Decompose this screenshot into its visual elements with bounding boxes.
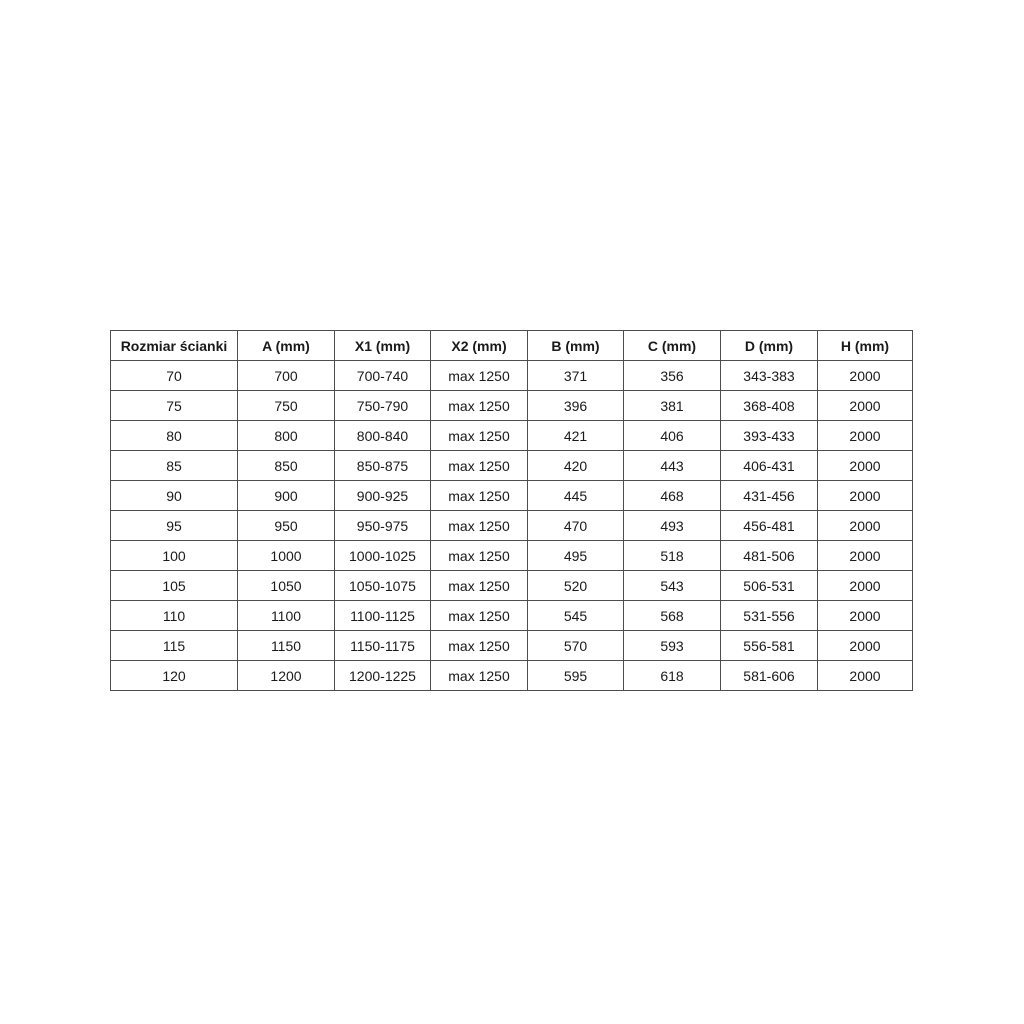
column-header: X2 (mm) bbox=[431, 331, 528, 361]
table-cell: 1050-1075 bbox=[335, 571, 431, 601]
table-cell: 445 bbox=[528, 481, 624, 511]
table-cell: 2000 bbox=[818, 481, 913, 511]
table-cell: 506-531 bbox=[721, 571, 818, 601]
table-cell: max 1250 bbox=[431, 541, 528, 571]
table-cell: max 1250 bbox=[431, 601, 528, 631]
table-cell: 456-481 bbox=[721, 511, 818, 541]
table-cell: 545 bbox=[528, 601, 624, 631]
table-cell: 95 bbox=[111, 511, 238, 541]
table-cell: 406-431 bbox=[721, 451, 818, 481]
table-row bbox=[111, 481, 913, 511]
column-header: Rozmiar ścianki bbox=[111, 331, 238, 361]
table-cell: 520 bbox=[528, 571, 624, 601]
table-cell: 2000 bbox=[818, 541, 913, 571]
table-row bbox=[111, 361, 913, 391]
table-cell: 381 bbox=[624, 391, 721, 421]
table-cell: 100 bbox=[111, 541, 238, 571]
table-cell: 2000 bbox=[818, 511, 913, 541]
table-cell: 2000 bbox=[818, 361, 913, 391]
table-cell: max 1250 bbox=[431, 451, 528, 481]
table-row bbox=[111, 571, 913, 601]
table-cell: 1150-1175 bbox=[335, 631, 431, 661]
table-cell: 1200 bbox=[238, 661, 335, 691]
table-cell: max 1250 bbox=[431, 511, 528, 541]
table-cell: 493 bbox=[624, 511, 721, 541]
table-cell: 85 bbox=[111, 451, 238, 481]
table-row bbox=[111, 391, 913, 421]
spec-table-container bbox=[110, 330, 913, 691]
table-cell: 470 bbox=[528, 511, 624, 541]
table-cell: max 1250 bbox=[431, 361, 528, 391]
table-cell: 1000 bbox=[238, 541, 335, 571]
table-cell: 800 bbox=[238, 421, 335, 451]
table-cell: 421 bbox=[528, 421, 624, 451]
table-cell: 343-383 bbox=[721, 361, 818, 391]
table-cell: max 1250 bbox=[431, 391, 528, 421]
table-cell: max 1250 bbox=[431, 571, 528, 601]
column-header: A (mm) bbox=[238, 331, 335, 361]
table-cell: 105 bbox=[111, 571, 238, 601]
table-cell: 950-975 bbox=[335, 511, 431, 541]
table-cell: 531-556 bbox=[721, 601, 818, 631]
table-cell: 700-740 bbox=[335, 361, 431, 391]
table-cell: 1100 bbox=[238, 601, 335, 631]
table-cell: 1200-1225 bbox=[335, 661, 431, 691]
table-cell: 396 bbox=[528, 391, 624, 421]
table-cell: 443 bbox=[624, 451, 721, 481]
table-cell: 2000 bbox=[818, 571, 913, 601]
table-body bbox=[111, 361, 913, 691]
table-cell: 2000 bbox=[818, 391, 913, 421]
table-cell: 75 bbox=[111, 391, 238, 421]
table-cell: 593 bbox=[624, 631, 721, 661]
table-cell: 2000 bbox=[818, 421, 913, 451]
table-cell: 1150 bbox=[238, 631, 335, 661]
table-cell: 495 bbox=[528, 541, 624, 571]
table-cell: 120 bbox=[111, 661, 238, 691]
table-cell: 90 bbox=[111, 481, 238, 511]
table-cell: 110 bbox=[111, 601, 238, 631]
column-header: H (mm) bbox=[818, 331, 913, 361]
table-cell: 70 bbox=[111, 361, 238, 391]
table-cell: 2000 bbox=[818, 451, 913, 481]
table-cell: 1050 bbox=[238, 571, 335, 601]
table-cell: 800-840 bbox=[335, 421, 431, 451]
column-header: B (mm) bbox=[528, 331, 624, 361]
table-cell: 595 bbox=[528, 661, 624, 691]
table-cell: 543 bbox=[624, 571, 721, 601]
table-row bbox=[111, 421, 913, 451]
table-cell: 700 bbox=[238, 361, 335, 391]
table-cell: 80 bbox=[111, 421, 238, 451]
table-header bbox=[111, 331, 913, 361]
table-cell: max 1250 bbox=[431, 631, 528, 661]
table-cell: 2000 bbox=[818, 661, 913, 691]
table-cell: 356 bbox=[624, 361, 721, 391]
table-row bbox=[111, 511, 913, 541]
table-cell: 570 bbox=[528, 631, 624, 661]
table-cell: 420 bbox=[528, 451, 624, 481]
column-header: X1 (mm) bbox=[335, 331, 431, 361]
table-cell: 850-875 bbox=[335, 451, 431, 481]
table-cell: 406 bbox=[624, 421, 721, 451]
table-cell: max 1250 bbox=[431, 481, 528, 511]
table-row bbox=[111, 631, 913, 661]
table-cell: 750-790 bbox=[335, 391, 431, 421]
table-cell: 368-408 bbox=[721, 391, 818, 421]
table-cell: 371 bbox=[528, 361, 624, 391]
table-cell: 115 bbox=[111, 631, 238, 661]
table-cell: 850 bbox=[238, 451, 335, 481]
table-cell: 900 bbox=[238, 481, 335, 511]
table-row bbox=[111, 661, 913, 691]
table-cell: 2000 bbox=[818, 601, 913, 631]
table-row bbox=[111, 541, 913, 571]
table-cell: max 1250 bbox=[431, 661, 528, 691]
table-cell: 556-581 bbox=[721, 631, 818, 661]
table-cell: 618 bbox=[624, 661, 721, 691]
table-row bbox=[111, 451, 913, 481]
table-cell: 2000 bbox=[818, 631, 913, 661]
table-cell: 568 bbox=[624, 601, 721, 631]
table-cell: 393-433 bbox=[721, 421, 818, 451]
table-cell: 431-456 bbox=[721, 481, 818, 511]
dimension-spec-table bbox=[110, 330, 913, 691]
table-cell: max 1250 bbox=[431, 421, 528, 451]
column-header: C (mm) bbox=[624, 331, 721, 361]
table-cell: 900-925 bbox=[335, 481, 431, 511]
table-cell: 1000-1025 bbox=[335, 541, 431, 571]
table-cell: 468 bbox=[624, 481, 721, 511]
header-row bbox=[111, 331, 913, 361]
table-cell: 481-506 bbox=[721, 541, 818, 571]
table-cell: 581-606 bbox=[721, 661, 818, 691]
column-header: D (mm) bbox=[721, 331, 818, 361]
table-cell: 518 bbox=[624, 541, 721, 571]
table-row bbox=[111, 601, 913, 631]
table-cell: 1100-1125 bbox=[335, 601, 431, 631]
table-cell: 750 bbox=[238, 391, 335, 421]
table-cell: 950 bbox=[238, 511, 335, 541]
